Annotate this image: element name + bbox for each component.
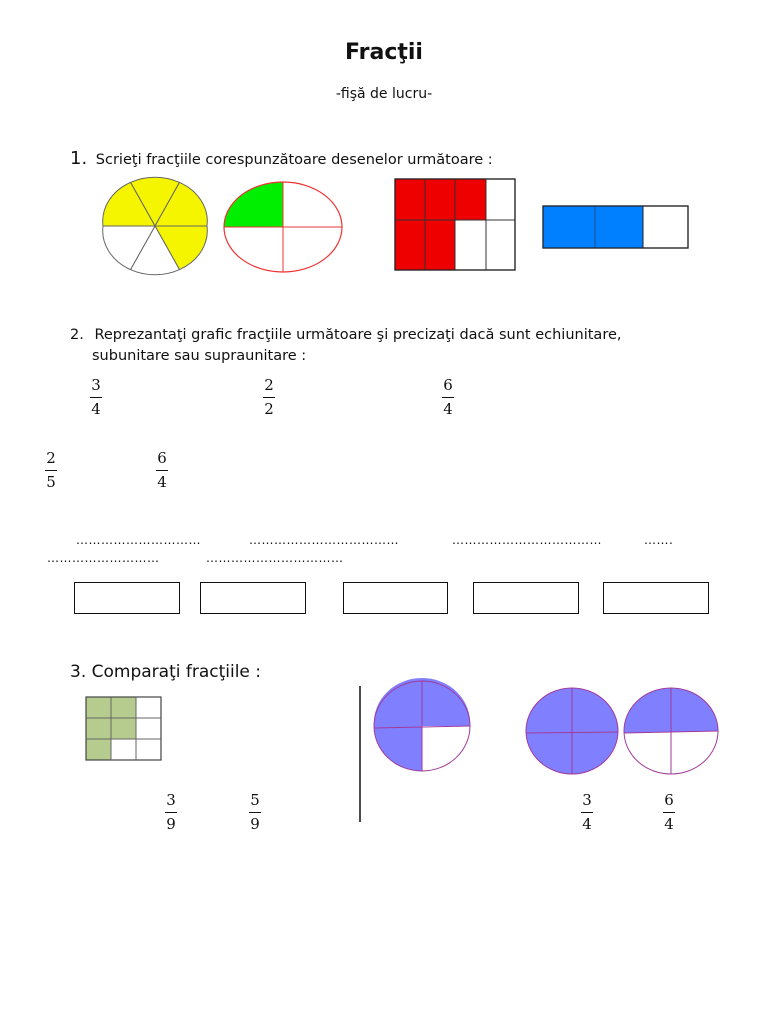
violet-circle-figure-1 — [374, 678, 470, 774]
fraction-3-4: 3 4 — [91, 376, 101, 418]
fraction-2-2: 2 2 — [264, 376, 274, 418]
fraction-2-5: 2 5 — [46, 449, 56, 491]
answer-dots[interactable]: ………………………… — [76, 533, 201, 547]
fraction-5-9: 5 9 — [250, 791, 260, 833]
answer-dots[interactable]: ……. — [644, 533, 674, 547]
exercise-1-number: 1. — [70, 148, 88, 169]
fraction-6-4-second: 6 4 — [157, 449, 167, 491]
fraction-6-4-compare: 6 4 — [664, 791, 674, 833]
exercise-2-instruction-line2: subunitare sau supraunitare : — [92, 348, 307, 364]
exercise-3-heading: 3. Comparaţi fracţiile : — [70, 662, 262, 682]
page-title: Fracţii — [345, 40, 423, 65]
answer-dots[interactable]: ……………………………… — [452, 533, 602, 547]
fraction-3-9: 3 9 — [166, 791, 176, 833]
exercise-2-number: 2. — [70, 327, 84, 343]
violet-quarter — [374, 726, 422, 771]
exercise-1-instruction: Scrieţi fracţiile corespunzătoare desenelor următoare : — [95, 152, 493, 168]
green-grid-figure — [86, 697, 161, 760]
violet-circle-figure-3 — [624, 688, 718, 774]
exercise-2-instruction-line1: Reprezantaţi grafic fracţiile următoare şi precizaţi dacă sunt echiunitare, — [94, 327, 622, 343]
page-subtitle: -fişă de lucru- — [335, 86, 433, 102]
fraction-6-4: 6 4 — [443, 376, 453, 418]
answer-dots[interactable]: ……………………… — [47, 551, 160, 565]
answer-dots[interactable]: …………………………… — [206, 551, 344, 565]
answer-dots[interactable]: ……………………………… — [249, 533, 399, 547]
fraction-3-4-compare: 3 4 — [582, 791, 592, 833]
violet-circle-figure-2 — [526, 688, 618, 774]
